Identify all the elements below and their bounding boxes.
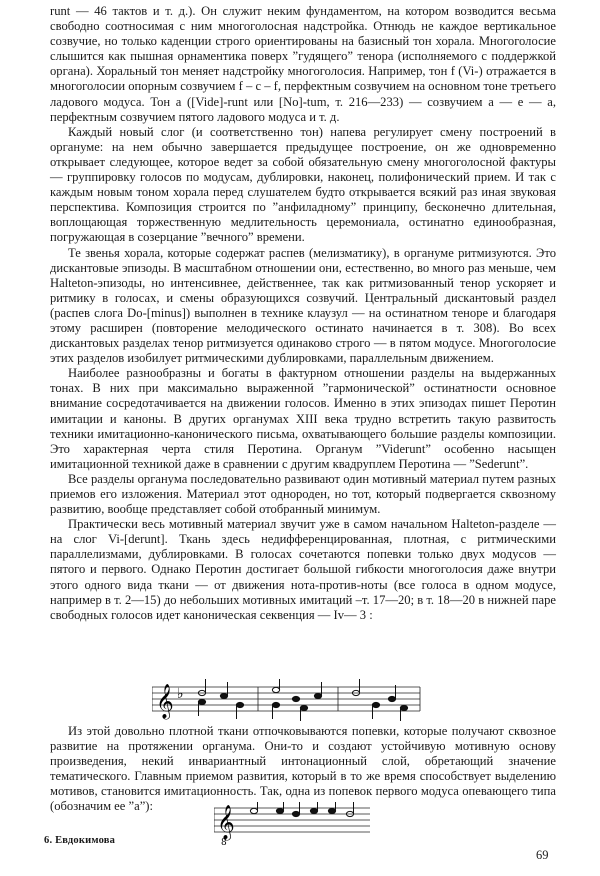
signature-mark: 6. Евдокимова: [44, 835, 116, 846]
page-number: 69: [536, 848, 549, 862]
note: [400, 705, 407, 710]
notes: [198, 679, 407, 721]
note: [250, 808, 257, 813]
treble-clef-icon: 𝄞: [217, 805, 235, 840]
note: [300, 705, 307, 710]
note: [292, 811, 299, 816]
note: [198, 699, 205, 704]
note: [388, 696, 395, 701]
note: [272, 687, 279, 692]
octave-mark: 8: [221, 838, 227, 848]
flat-icon: ♭: [177, 686, 184, 702]
treble-clef-icon: 𝄞: [156, 684, 174, 719]
note: [272, 702, 279, 707]
note: [220, 693, 227, 698]
notes: [250, 802, 353, 817]
note: [236, 702, 243, 707]
note: [314, 693, 321, 698]
paragraph: Каждый новый слог (и соответственно тон) напева регулирует смену построений в органуме: на нем обычно завершается предыдущее построение, он же одновременно открывает следующее, которое ведет за собой обязательную смену многоголосной фактуры — группировку голосов по модусам, дублировки, наконец, полифонический прием. И так с каждым новым тоном хорала перед слушателем будто открывается всякий раз иная звуковая перспектива. Композиция строится по ”анфиладному” принципу, бесконечно длительная, воплощающая торжественную медлительность церемониала, остинатно единообразная, погружающая в созерцание ”вечного” времени.: [50, 124, 556, 245]
note: [276, 808, 283, 813]
paragraph: Из этой довольно плотной ткани отпочковываются попевки, которые получают сквозное развитие на протяжении органума. Они-то и создают устойчивую мотивную основу произведения, некий инвариантный интонационный слой, обретающий значение тематического. Главным приемом развития, который в то же время способствует выделению мотивов, становится имитационность. Так, одна из попевок первого модуса опевающего типа (обозначим ее ”a”):: [50, 724, 556, 814]
note: [292, 696, 299, 701]
text-block-lower: [50, 724, 556, 815]
paragraph: runt — 46 тактов и т. д.). Он служит неким фундаментом, на котором возводится весьма свободно соотносимая с ним многоголосная надстройка. Отнюдь не каждое вертикальное созвучие, но только каденции строго ориентированы на базисный тон хорала. Многоголосие слышится как пышная орнаментика поверх ”гудящего” тенора (исполняемого с поддержкой органа). Хоральный тон меняет надстройку многоголосия. Например, тон f (Vi-) отражается в многоголосии опорным созвучием f – c – f, перфектным созвучием на основном тоне третьего ладового модуса. Тон a ([Vide]-runt или [No]-tum, т. 216—233) — созвучием a — e — a, перфектным созвучием пятого ладового модуса и т. д.: [50, 4, 556, 124]
staff-lines: [214, 808, 370, 832]
note: [372, 702, 379, 707]
paragraph: Практически весь мотивный материал звучит уже в самом начальном Halteton-разделе — на слог Vi-[derunt]. Ткань здесь недифференцированная, плотная, с ритмическими параллелизмами, дублировками. В голосах сочетаются попевки только двух модусов — пятого и первого. Однако Перотин достигает большой гибкости многоголосия даже внутри этого одного вида ткани — от движения нота-против-ноты (все голоса в одном модусе, например в т. 2—15) до небольших мотивных имитаций –т. 17—20; в т. 18—20 в нижней паре свободных голосов идет каноническая секвенция — Iv— 3 :: [50, 517, 556, 622]
note: [328, 808, 335, 813]
music-example-motive-a: [214, 802, 374, 848]
paragraph: Наиболее разнообразны и богаты в фактурном отношении разделы на выдержанных тонах. В них при максимально выраженной ”гармонической” остинатности основное внимание сосредотачивается на движении голосов. Именно в этих эпизодах пишет Перотин имитации и каноны. В других органумах XIII века трудно встретить такую развитость техники имитационно-канонического письма, охватывающего большие разделы композиции. Это характерная черта стиля Перотина. Органум ”Viderunt” особенно насыщен имитационной техникой даже в сравнении с другим квадруплем Перотина — ”Sederunt”.: [50, 366, 556, 471]
staff-lines: [152, 687, 420, 711]
music-example-canonic-sequence: [152, 679, 422, 723]
paragraph: Все разделы органума последовательно развивают один мотивный материал путем разных приемов его изложения. Материал этот однороден, но тот, который подвергается сквозному развитию, вообще представляет собой отобранный минимум.: [50, 471, 556, 517]
paragraph: Те звенья хорала, которые содержат распев (мелизматику), в органуме ритмизуются. Это дискантовые эпизоды. В масштабном отношении они, естественно, во много раз меньше, чем Halteton-эпизоды, но интенсивнее, действеннее, так как ритмизованный тенор ускоряет и ритмику в голосах, и смены образующихся созвучий. Центральный дискантовый раздел (распев слога Do-[minus]) выполнен в технике клаузул — на остинатном теноре и благодаря этому расширен (повторение мелодического остинато начинается в т. 308). Во всех дискантовых разделах тенор ритмизуется одинаково строго — в пятом модусе. Многоголосие этих разделов изобилует ритмическими дублировками, параллельным движением.: [50, 245, 556, 366]
note: [310, 808, 317, 813]
text-block-upper: [50, 4, 556, 623]
